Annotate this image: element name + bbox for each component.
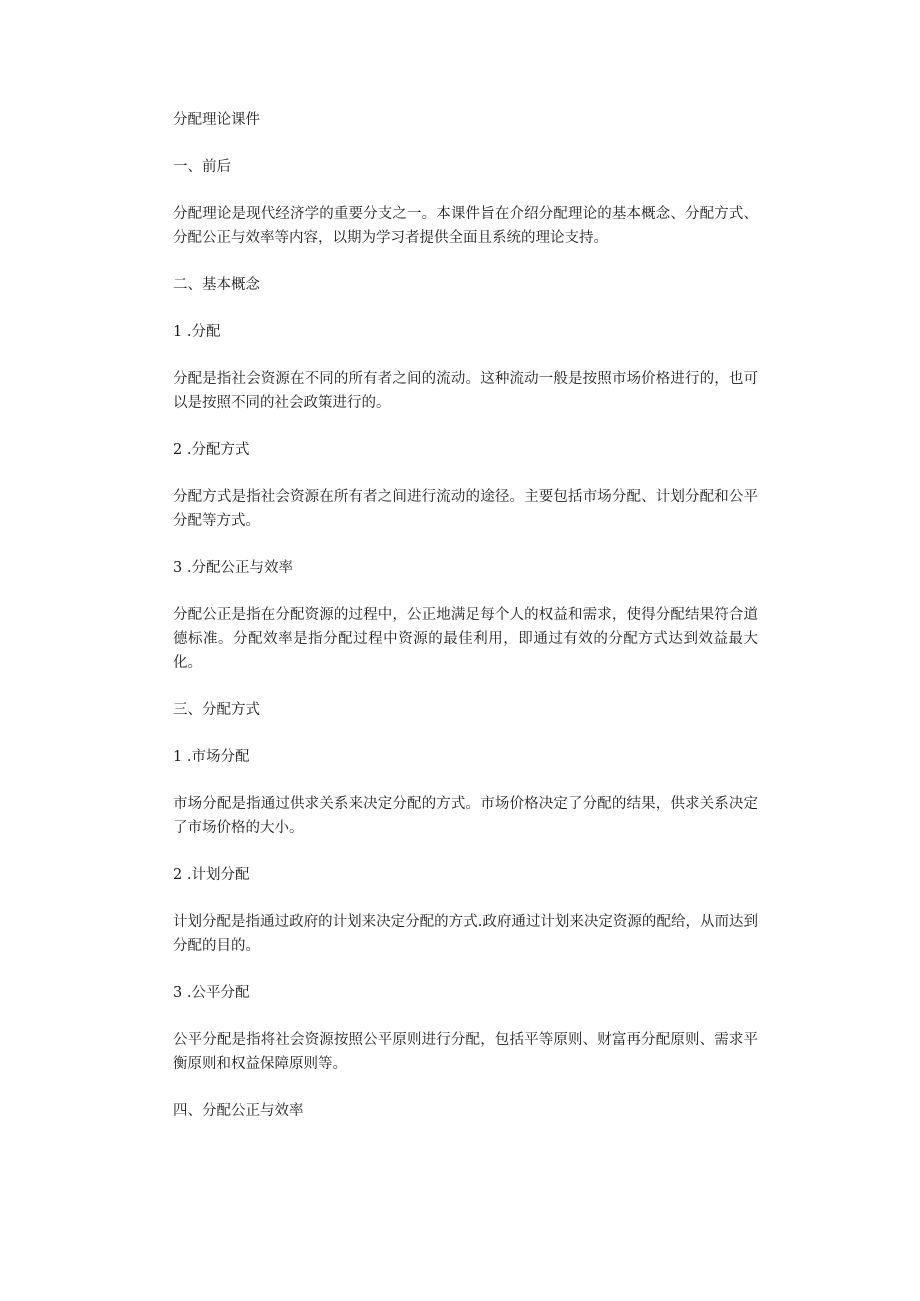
subheading-2-1: 1 .分配: [173, 324, 221, 340]
section-heading-4: 四、分配公正与效率: [173, 1103, 304, 1119]
subheading-3-1: 1 .市场分配: [173, 749, 250, 765]
paragraph-3-2: 计划分配是指通过政府的计划来决定分配的方式.政府通过计划来决定资源的配给，从而达到分配的目的。: [173, 914, 758, 954]
paragraph-3-1: 市场分配是指通过供求关系来决定分配的方式。市场价格决定了分配的结果，供求关系决定了市场价格的大小。: [173, 796, 758, 836]
section-heading-3: 三、分配方式: [173, 702, 260, 718]
paragraph-2-1: 分配是指社会资源在不同的所有者之间的流动。这种流动一般是按照市场价格进行的，也可以是按照不同的社会政策进行的。: [173, 371, 758, 411]
document-title: 分配理论课件: [173, 112, 260, 128]
paragraph-3-3: 公平分配是指将社会资源按照公平原则进行分配，包括平等原则、财富再分配原则、需求平衡原则和权益保障原则等。: [173, 1032, 758, 1072]
subheading-2-3: 3 .分配公正与效率: [173, 560, 293, 576]
paragraph-2-2: 分配方式是指社会资源在所有者之间进行流动的途径。主要包括市场分配、计划分配和公平分配等方式。: [173, 489, 758, 529]
section-heading-1: 一、前后: [173, 159, 231, 175]
document-body: [173, 108, 758, 1146]
subheading-3-3: 3 .公平分配: [173, 985, 250, 1001]
subheading-3-2: 2 .计划分配: [173, 867, 250, 883]
section-heading-2: 二、基本概念: [173, 277, 260, 293]
paragraph-intro: 分配理论是现代经济学的重要分支之一。本课件旨在介绍分配理论的基本概念、分配方式、分配公正与效率等内容，以期为学习者提供全面且系统的理论支持。: [173, 206, 758, 246]
paragraph-2-3: 分配公正是指在分配资源的过程中，公正地满足每个人的权益和需求，使得分配结果符合道德标准。分配效率是指分配过程中资源的最佳利用，即通过有效的分配方式达到效益最大化。: [173, 607, 758, 671]
subheading-2-2: 2 .分配方式: [173, 442, 250, 458]
